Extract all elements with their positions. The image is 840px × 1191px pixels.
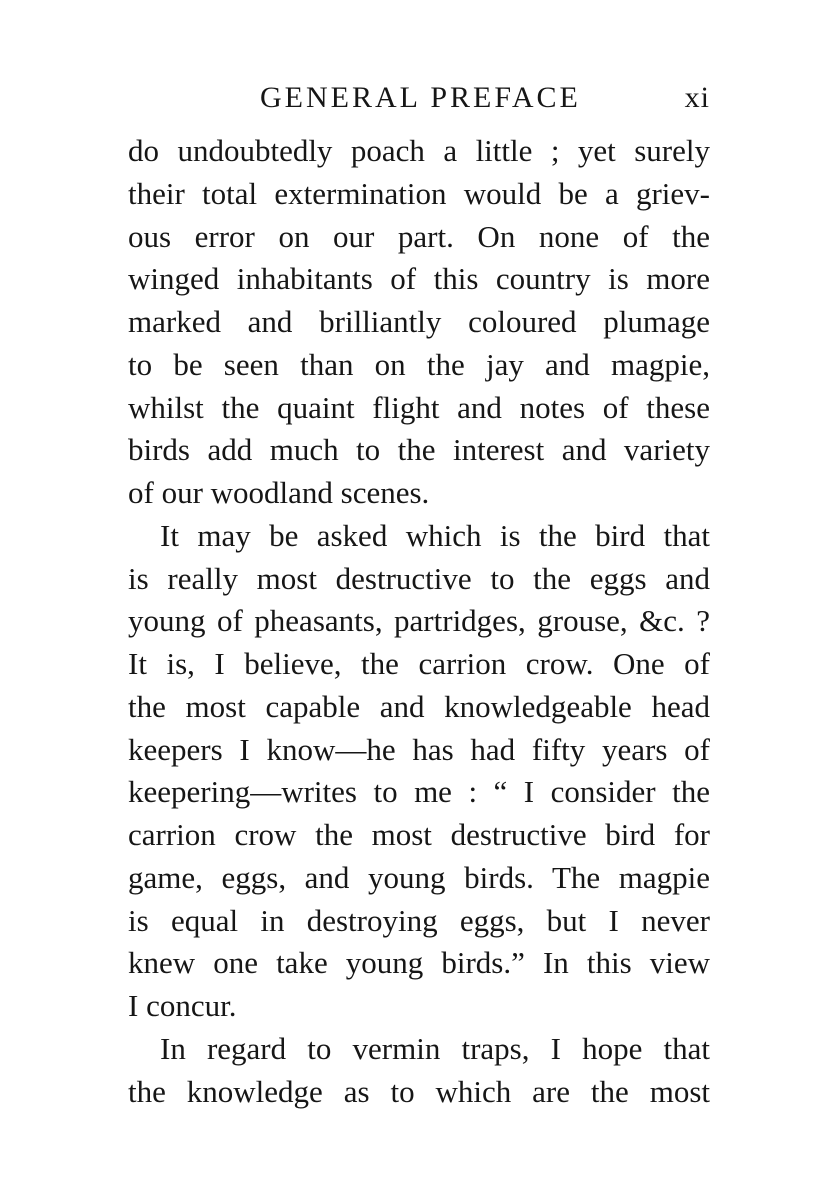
text-line: is really most destructive to the eggs and [128, 560, 710, 596]
text-line: their total extermination would be a griev- [128, 175, 710, 211]
text-line: the knowledge as to which are the most [128, 1073, 710, 1109]
text-line: to be seen than on the jay and magpie, [128, 346, 710, 382]
text-line: is equal in destroying eggs, but I never [128, 902, 710, 938]
paragraph-3 [128, 1028, 710, 1114]
text-line: winged inhabitants of this country is more [128, 261, 710, 297]
text-line: the most capable and knowledgeable head [128, 688, 710, 724]
text-line: whilst the quaint flight and notes of these [128, 389, 710, 425]
text-line: It may be asked which is the bird that [160, 517, 710, 553]
paragraph-2 [128, 515, 710, 1028]
body-text [128, 130, 710, 1113]
text-line: do undoubtedly poach a little ; yet surely [128, 133, 710, 168]
text-line: keepers I know—he has had fifty years of [128, 731, 710, 767]
text-line: ous error on our part. On none of the [128, 218, 710, 254]
running-head [128, 78, 710, 118]
text-line: knew one take young birds.” In this view [128, 945, 710, 981]
page-number: xi [684, 81, 710, 114]
text-line: carrion crow the most destructive bird for [128, 817, 710, 852]
text-line: I concur. [128, 988, 237, 1023]
text-line: In regard to vermin traps, I hope that [160, 1030, 710, 1066]
text-line: young of pheasants, partridges, grouse, &c. ? [128, 603, 710, 639]
text-line: of our woodland scenes. [128, 475, 430, 510]
text-line: game, eggs, and young birds. The magpie [128, 859, 710, 895]
paragraph-1 [128, 130, 710, 515]
text-line: birds add much to the interest and variety [128, 432, 710, 468]
text-line: It is, I believe, the carrion crow. One of [128, 646, 710, 681]
text-line: keepering—writes to me : “ I consider the [128, 774, 710, 810]
running-title: GENERAL PREFACE [260, 81, 581, 114]
text-line: marked and brilliantly coloured plumage [128, 304, 710, 339]
